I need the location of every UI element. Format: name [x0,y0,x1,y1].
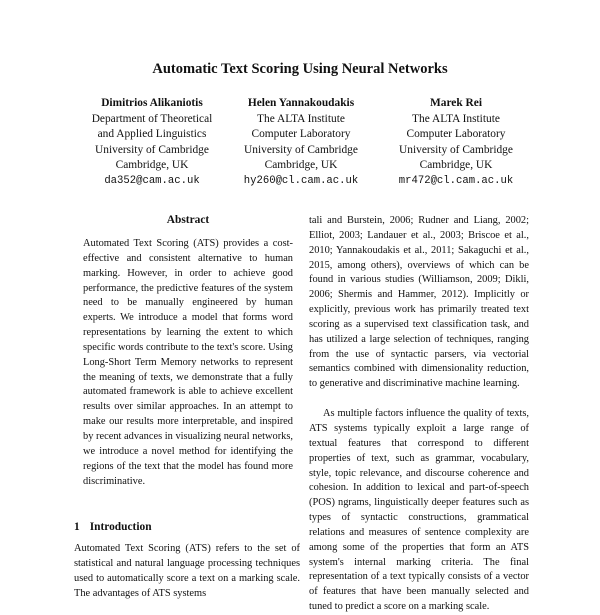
right-paragraph-1: tali and Burstein, 2006; Rudner and Liang, 2002; Elliot, 2003; Landauer et al., 2003; Briscoe et al., 2010; Yannakoudakis et al., 2011; Sakaguchi et al., 2015, among others), overviews of which can be found in various studies (Williamson, 2009; Dikli, 2006; Shermis and Hammer, 2012). Implicitly or explicitly, previous work has primarily treated text scoring as a supervised text classification task, and has utilized a large selection of techniques, ranging from the use of syntactic parsers, via vectorial semantics combined with dimensionality reduction, to generative and discriminative machine learning. [309,215,529,390]
author-affiliation: and Applied Linguistics [97,128,207,141]
author-affiliation: University of Cambridge [95,143,209,156]
author-block-2 [216,96,386,190]
author-location: Cambridge, UK [115,159,189,172]
author-name: Marek Rei [430,97,482,109]
introduction-left-column [74,542,300,601]
right-paragraph-2: As multiple factors influence the quality of texts, ATS systems typically exploit a large range of textual features that correspond to different properties of text, such as grammar, vocabulary, style, topic relevance, and discourse coherence and cohesion. In addition to lexical and part-of-speech (POS) ngrams, linguistically deeper features such as types of syntactic constructions, grammatical relations and measures of sentence complexity are among some of the properties that form an ATS system's internal marking criteria. The final representation of a text typically consists of a vector of features that have been manually selected and tuned to predict a score on a marking scale. [309,408,529,613]
abstract-body [83,237,293,489]
author-affiliation: Computer Laboratory [251,128,351,141]
paper-title: Automatic Text Scoring Using Neural Networks [152,61,448,77]
author-email: da352@cam.ac.uk [104,174,200,187]
author-name: Helen Yannakoudakis [247,97,355,109]
abstract-paragraph: Automated Text Scoring (ATS) provides a cost-effective and consistent alternative to human marking. However, in order to achieve good performance, the predictive features of the system need to be manually engineered by human experts. We introduce a model that forms word representations by learning the extent to which specific words contribute to the text's score. Using Long-Short Term Memory networks to represent the meaning of texts, we demonstrate that a fully automated framework is able to achieve excellent results over similar approaches. In an attempt to make our results more interpretable, and inspired by recent advances in visualizing neural networks, we introduce a novel method for identifying the regions of the text that the model has found more discriminative. [83,238,293,487]
author-name: Dimitrios Alikaniotis [101,97,203,109]
intro-paragraph: Automated Text Scoring (ATS) refers to the set of statistical and natural language processing techniques used to automatically score a text on a marking scale. The advantages of ATS systems [74,543,300,599]
author-block-3 [371,96,541,190]
author-affiliation: University of Cambridge [399,143,513,156]
abstract-heading: Abstract [166,214,210,226]
author-affiliation: The ALTA Institute [412,112,500,125]
author-affiliation: The ALTA Institute [257,112,345,125]
author-location: Cambridge, UK [419,159,493,172]
author-email: mr472@cl.cam.ac.uk [398,174,514,187]
section-heading-introduction [74,521,162,533]
author-block-1 [67,96,237,190]
author-location: Cambridge, UK [264,159,338,172]
author-affiliation: University of Cambridge [244,143,358,156]
author-affiliation: Department of Theoretical [91,112,213,125]
author-affiliation: Computer Laboratory [406,128,506,141]
author-email: hy260@cl.cam.ac.uk [243,174,359,187]
section-number: 1 [74,521,80,533]
section-title: Introduction [89,521,152,533]
right-column [309,214,529,615]
